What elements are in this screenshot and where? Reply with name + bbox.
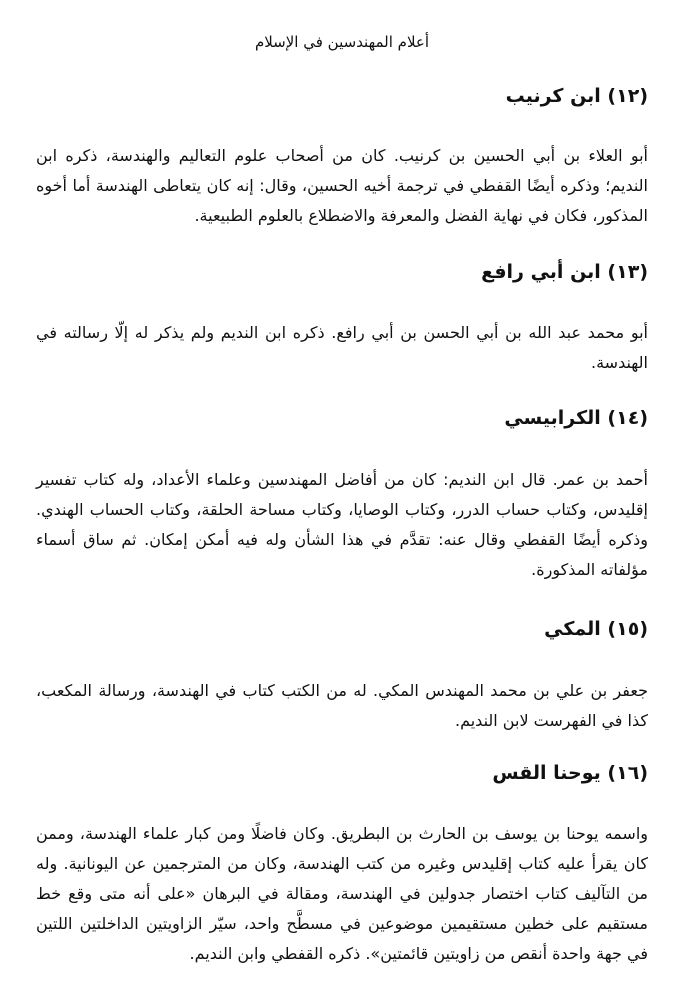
entry-body: أبو محمد عبد الله بن أبي الحسن بن أبي رافع. ذكره ابن النديم ولم يذكر له إلّا رسالته في الهندسة. (36, 323, 648, 372)
entry-body: جعفر بن علي بن محمد المهندس المكي. له من الكتب كتاب في الهندسة، ورسالة المكعب، كذا في الفهرست لابن النديم. (36, 681, 648, 730)
entry-12 (36, 82, 648, 231)
entry-body: أبو العلاء بن أبي الحسين بن كرنيب. كان من أصحاب علوم التعاليم والهندسة، ذكره ابن النديم؛ وذكره أيضًا القفطي في ترجمة أخيه الحسين، وقال: إنه كان يتعاطى الهندسة أما أخوه المذكور، فكان في نهاية الفضل والمعرفة والاضطلاع بالعلوم الطبيعية. (36, 146, 648, 225)
entry-13 (36, 258, 648, 378)
entry-title: (١٦) يوحنا القس (492, 762, 648, 784)
running-header: أعلام المهندسين في الإسلام (254, 33, 430, 51)
entry-title: (١٥) المكي (544, 618, 648, 640)
entry-body: واسمه يوحنا بن يوسف بن الحارث بن البطريق. وكان فاضلًا ومن كبار علماء الهندسة، وممن كان يقرأ عليه كتاب إقليدس وغيره من كتب الهندسة، وكان من المترجمين عن اليونانية. وله من التآليف كتاب اختصار جدولين في الهندسة، ومقالة في البرهان «على أنه متى وقع خط مستقيم على خطين مستقيمين موضوعين في مسطَّح واحد، سيّر الزاويتين الداخلتين اللتين في جهة واحدة أنقص من زاويتين قائمتين». ذكره القفطي وابن النديم. (36, 824, 648, 963)
entry-16 (36, 759, 648, 969)
entry-title: (١٤) الكرابيسي (504, 407, 648, 429)
entry-title: (١٣) ابن أبي رافع (481, 261, 648, 283)
entry-title: (١٢) ابن كرنيب (505, 85, 648, 107)
entry-15 (36, 615, 648, 736)
entry-body: أحمد بن عمر. قال ابن النديم: كان من أفاضل المهندسين وعلماء الأعداد، وله كتاب تفسير إقليدس، وكتاب حساب الدرر، وكتاب الوصايا، وكتاب مساحة الحلقة، وكتاب الحساب الهندي. وذكره أيضًا القفطي وقال عنه: تقدَّم في هذا الشأن وله فيه أمكن إمكان. ثم ساق أسماء مؤلفاته المذكورة. (36, 470, 648, 579)
entry-14 (36, 404, 648, 585)
